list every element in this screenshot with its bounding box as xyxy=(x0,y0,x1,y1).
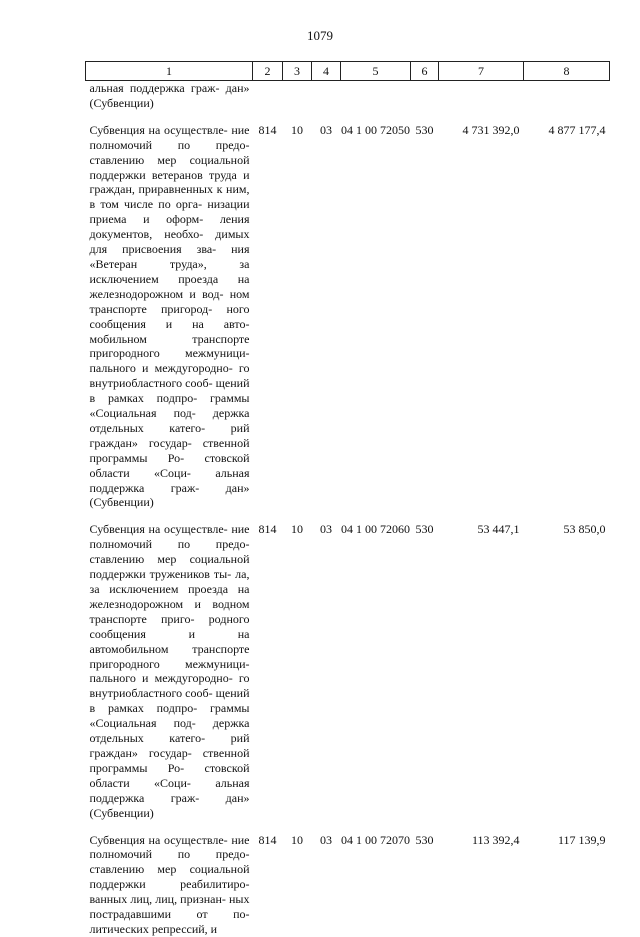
continuation-text: альная поддержка граж- дан» (Субвенции) xyxy=(89,81,250,110)
column-header: 5 xyxy=(341,62,411,81)
column-header: 2 xyxy=(253,62,283,81)
table-row xyxy=(86,111,610,511)
row-amount-year2: 117 139,9 xyxy=(557,832,606,847)
budget-table xyxy=(85,61,610,937)
table-row xyxy=(86,510,610,820)
row-section-code: 10 xyxy=(291,522,303,537)
column-header: 6 xyxy=(411,62,439,81)
row-section-code: 10 xyxy=(291,122,303,137)
row-subsection-code: 03 xyxy=(320,832,332,847)
row-target-article: 04 1 00 72070 xyxy=(341,832,410,847)
row-expense-type: 530 xyxy=(415,522,434,537)
row-description: Субвенция на осуществле- ние полномочий по предо- ставлению мер социальной поддержки реабилитиро- ванных лиц, лиц, признан- ных пострадавшими от по- литических репрессий, и xyxy=(89,832,250,936)
table-header-row xyxy=(86,62,610,81)
row-subsection-code: 03 xyxy=(320,122,332,137)
column-header: 1 xyxy=(86,62,253,81)
row-amount-year2: 53 850,0 xyxy=(563,522,606,537)
row-subsection-code: 03 xyxy=(320,522,332,537)
row-ministry-code: 814 xyxy=(258,522,277,537)
row-description: Субвенция на осуществле- ние полномочий по предо- ставлению мер социальной поддержки тружеников ты- ла, за исключением проезда на железнодорожном и водном транспорте приго- родного сообщения и на автомобильном транспорте пригородного межмуници- пального и междугородно- го внутриобластного сооб- щений в рамках подпро- граммы «Социальная под- держка отдельных катего- рий граждан» государ- ственной программы Ро- стовской области «Соци- альная поддержка граж- дан» (Субвенции) xyxy=(89,522,250,820)
page-number: 1079 xyxy=(307,28,333,43)
table-row xyxy=(86,821,610,937)
row-expense-type: 530 xyxy=(415,832,434,847)
row-amount-year1: 53 447,1 xyxy=(477,522,520,537)
column-header: 7 xyxy=(439,62,524,81)
row-ministry-code: 814 xyxy=(258,832,277,847)
row-section-code: 10 xyxy=(291,832,303,847)
row-target-article: 04 1 00 72060 xyxy=(341,522,410,537)
row-amount-year2: 4 877 177,4 xyxy=(548,122,606,137)
row-target-article: 04 1 00 72050 xyxy=(341,122,410,137)
row-description: Субвенция на осуществле- ние полномочий по предо- ставлению мер социальной поддержки ветеранов труда и граждан, приравненных к ним, в том числе по орга- низации приема и оформ- ления документов, необхо- димых для присвоения зва- ния «Ветеран труда», за исключением проезда на железнодорожном и вод- ном транспорте пригород- ного сообщения и на авто- мобильном транспорте пригородного межмуници- пального и междугородно- го внутриобластного сооб- щений в рамках подпро- граммы «Социальная под- держка отдельных катего- рий граждан» государ- ственной программы Ро- стовской области «Соци- альная поддержка граж- дан» (Субвенции) xyxy=(89,122,250,510)
row-ministry-code: 814 xyxy=(258,122,277,137)
row-amount-year1: 113 392,4 xyxy=(471,832,520,847)
column-header: 8 xyxy=(524,62,610,81)
column-header: 3 xyxy=(283,62,312,81)
continuation-row xyxy=(86,81,610,111)
row-amount-year1: 4 731 392,0 xyxy=(462,122,520,137)
row-expense-type: 530 xyxy=(415,122,434,137)
column-header: 4 xyxy=(312,62,341,81)
